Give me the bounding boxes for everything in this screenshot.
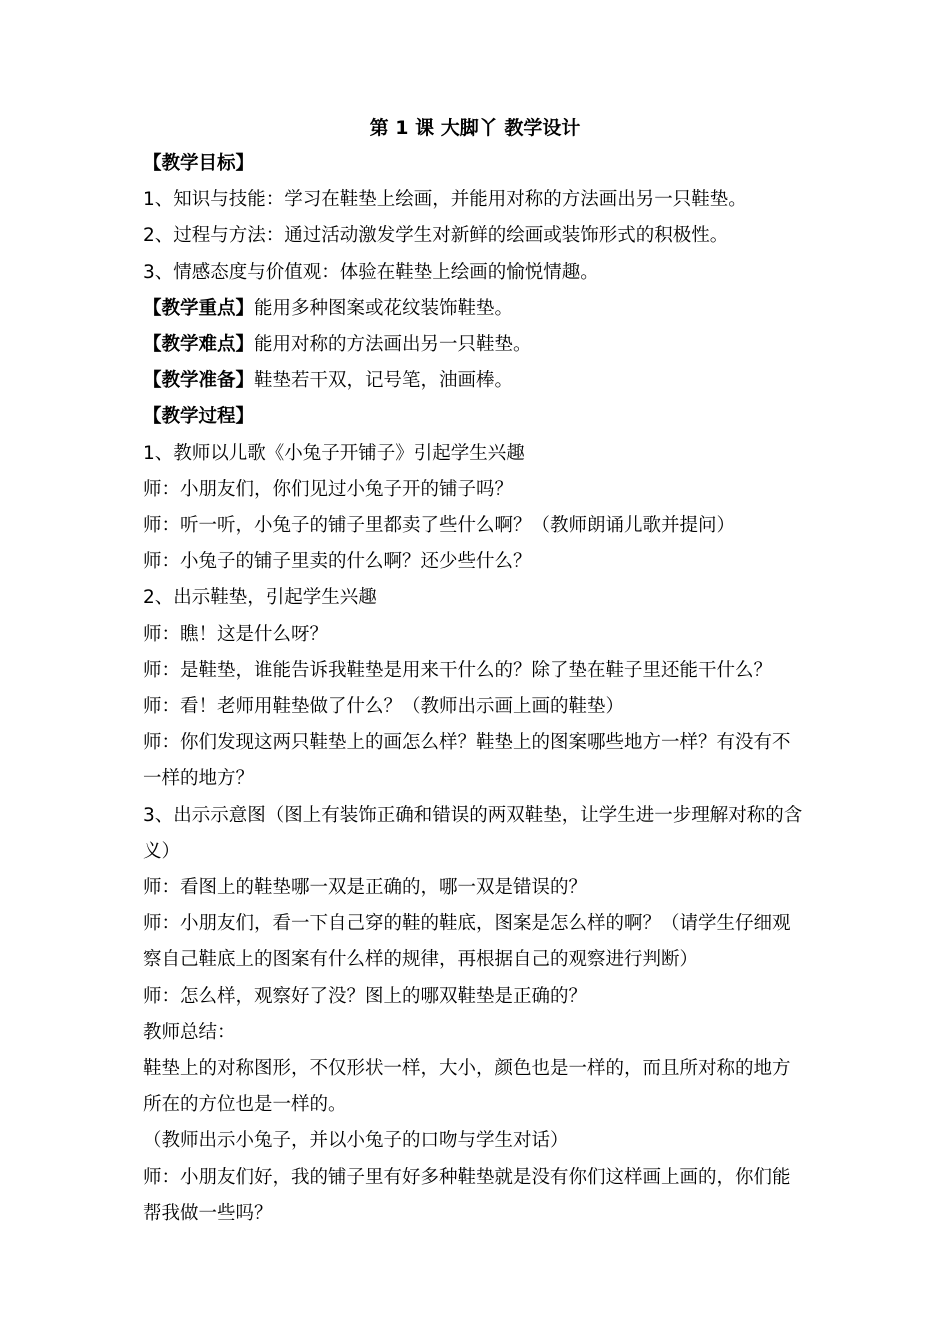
key-point-text: 能用多种图案或花纹装饰鞋垫。 — [254, 297, 514, 319]
objectives-heading: 【教学目标】 — [143, 153, 255, 174]
dialogue-line: 师：听一听，小兔子的铺子里都卖了些什么啊？（教师朗诵儿歌并提问） — [143, 515, 736, 537]
stage-direction: （教师出示小兔子，并以小兔子的口吻与学生对话） — [143, 1130, 569, 1152]
dialogue-line: 师：小朋友们，你们见过小兔子开的铺子吗？ — [143, 478, 514, 500]
dialogue-line: 师：小兔子的铺子里卖的什么啊？还少些什么？ — [143, 551, 532, 573]
dialogue-line: 师：看！老师用鞋垫做了什么？（教师出示画上画的鞋垫） — [143, 696, 625, 718]
difficulty-label: 【教学难点】 — [143, 334, 255, 356]
objective-2: 2、过程与方法：通过活动激发学生对新鲜的绘画或装饰形式的积极性。 — [143, 225, 729, 247]
process-heading: 【教学过程】 — [143, 406, 255, 428]
dialogue-line: 师：看图上的鞋垫哪一双是正确的，哪一双是错误的？ — [143, 877, 588, 899]
preparation-paragraph — [143, 363, 808, 399]
summary-label: 教师总结： — [143, 1021, 236, 1043]
objective-1: 1、知识与技能：学习在鞋垫上绘画，并能用对称的方法画出另一只鞋垫。 — [143, 189, 747, 211]
document-title: 第 1 课 大脚丫 教学设计 — [369, 117, 581, 139]
dialogue-line: 师：小朋友们好，我的铺子里有好多种鞋垫就是没有你们这样画上画的，你们能帮我做一些吗？ — [143, 1166, 791, 1224]
document-body — [143, 146, 808, 1232]
dialogue-line: 师：小朋友们，看一下自己穿的鞋的鞋底，图案是怎么样的啊？（请学生仔细观察自己鞋底上的图案有什么样的规律，再根据自己的观察进行判断） — [143, 913, 791, 971]
preparation-label: 【教学准备】 — [143, 370, 255, 392]
dialogue-line: 师：你们发现这两只鞋垫上的画怎么样？鞋垫上的图案哪些地方一样？有没有不一样的地方？ — [143, 732, 791, 790]
key-point-paragraph — [143, 291, 808, 327]
step-1: 1、教师以儿歌《小兔子开铺子》引起学生兴趣 — [143, 442, 525, 464]
summary-text: 鞋垫上的对称图形，不仅形状一样，大小，颜色也是一样的，而且所对称的地方所在的方位也是一样的。 — [143, 1058, 791, 1116]
difficulty-text: 能用对称的方法画出另一只鞋垫。 — [254, 334, 532, 356]
objective-3: 3、情感态度与价值观：体验在鞋垫上绘画的愉悦情趣。 — [143, 261, 599, 283]
step-3: 3、出示示意图（图上有装饰正确和错误的两双鞋垫，让学生进一步理解对称的含义） — [143, 804, 803, 862]
difficulty-paragraph — [143, 327, 808, 363]
dialogue-line: 师：是鞋垫，谁能告诉我鞋垫是用来干什么的？除了垫在鞋子里还能干什么？ — [143, 659, 773, 681]
preparation-text: 鞋垫若干双，记号笔，油画棒。 — [254, 370, 514, 392]
dialogue-line: 师：怎么样，观察好了没？图上的哪双鞋垫是正确的？ — [143, 985, 588, 1007]
dialogue-line: 师：瞧！这是什么呀？ — [143, 623, 329, 645]
key-point-label: 【教学重点】 — [143, 297, 255, 319]
step-2: 2、出示鞋垫，引起学生兴趣 — [143, 587, 377, 609]
